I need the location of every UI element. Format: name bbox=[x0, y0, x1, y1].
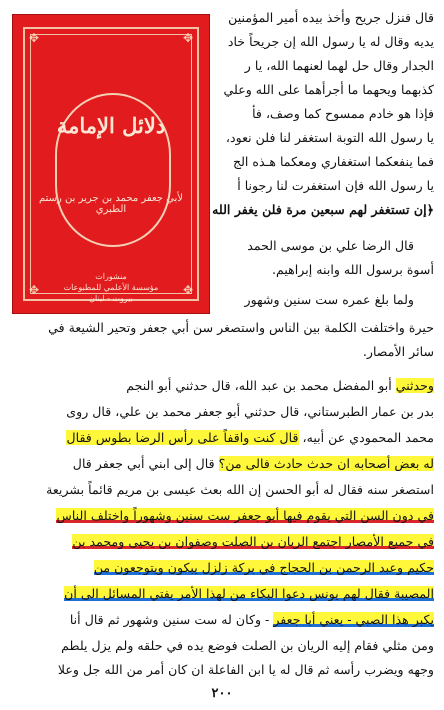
hadith-line bbox=[10, 506, 434, 525]
quran-verse-line: ﴿إن تستغفر لهم سبعين مرة فلن يغفر الله bbox=[212, 202, 434, 217]
highlighted-text: المصيبة فقال لهم يونس دعوا البكاء من لهذا الأمر يفتي المسائل الى أن bbox=[64, 586, 434, 601]
text-span: أبو المفضل محمد بن عبد الله، قال حدثني أبو النجم bbox=[126, 378, 396, 393]
text-line: ولما بلغ عمره ست سنين وشهور bbox=[244, 292, 414, 307]
text-line: فما ينفعكما استغفاري ومعكما هـذه الج bbox=[232, 154, 434, 169]
ornament-icon: ✥ bbox=[28, 31, 40, 45]
hadith-line bbox=[10, 610, 434, 629]
highlighted-text: له بعض أصحابه ان حدث حادث فالى من؟ bbox=[218, 456, 434, 471]
text-line: يديه وقال له يا رسول الله إن جريحاً خاد bbox=[227, 34, 434, 49]
text-line: الجدار وقال حل لهما لعنهما الله، يا ر bbox=[244, 58, 434, 73]
hadith-line bbox=[10, 428, 434, 447]
highlighted-text: في دون السن التي يقوم فيها أبو جعفر ست سنين وشهوراً واختلف الناس bbox=[56, 508, 434, 523]
ornament-icon: ✥ bbox=[28, 283, 40, 297]
cover-title: دلائل الإمامة bbox=[56, 113, 166, 138]
publisher-line: منشورات bbox=[95, 272, 127, 281]
text-span: - وكان له ست سنين وشهور ثم قال أنا bbox=[69, 612, 274, 627]
cover-publisher bbox=[43, 271, 179, 304]
ornament-icon: ✥ bbox=[182, 31, 194, 45]
publisher-line: مؤسسة الأعلمي للمطبوعات bbox=[63, 283, 159, 292]
hadith-line: بدر بن عمار الطبرستاني، قال حدثني أبو جعفر محمد بن علي، قال روى bbox=[66, 404, 434, 419]
text-line: قال الرضا علي بن موسى الحمد bbox=[247, 238, 414, 253]
cover-author: لأبي جعفر محمد بن جرير بن رستم الطبري bbox=[39, 193, 183, 215]
text-line: يا رسول الله فإن استغفرت لنا رجونا أ bbox=[237, 178, 434, 193]
text-line: يا رسول الله التوبة استغفر لنا فلن نعود، bbox=[225, 130, 434, 145]
page-number: ٢٠٠ bbox=[211, 686, 233, 701]
hadith-line bbox=[10, 376, 434, 395]
text-line: كذبهما ويحهما ما أجرأهما على الله وعلي bbox=[223, 82, 434, 97]
text-line: حيرة واختلفت الكلمة بين الناس واستصغر سن أبي جعفر وتحير الشيعة في bbox=[48, 320, 434, 335]
ornament-icon: ✥ bbox=[182, 283, 194, 297]
hadith-line bbox=[10, 558, 434, 577]
text-line: قال فنزل جريح وأخذ بيده أمير المؤمنين bbox=[228, 10, 434, 25]
highlighted-text: وحدثني bbox=[395, 378, 434, 393]
book-cover-image bbox=[12, 14, 210, 314]
publisher-line: بيروت - لبنان bbox=[89, 294, 133, 303]
hadith-line bbox=[10, 584, 434, 603]
hadith-line bbox=[10, 532, 434, 551]
highlighted-text: قال كنت واقفاً على رأس الرضا بطوس فقال bbox=[66, 430, 299, 445]
text-line: أسوة برسول الله وابنه إبراهيم. bbox=[271, 262, 434, 277]
text-span: محمد المحمودي عن أبيه، bbox=[298, 430, 434, 445]
hadith-line: وجهه ويضرب رأسه ثم قال له يا ابن الفاعلة ان كان أمر من الله جل وعلا bbox=[57, 662, 434, 677]
hadith-line bbox=[10, 454, 434, 473]
text-line: سائر الأمصار. bbox=[362, 344, 434, 359]
text-span: قال إلى ابني أبي جعفر قال bbox=[72, 456, 219, 471]
hadith-line: استصغر سنه فقال له أبو الحسن إن الله بعث عيسى بن مريم قائماً بشريعة bbox=[46, 482, 434, 497]
hadith-line: ومن مثلي فقام إليه الريان بن الصلت فوضع يده في حلقه ولم يزل يلطم bbox=[61, 638, 434, 653]
text-line: فإذا هو خادم ممسوح كما وصف، فأ bbox=[252, 106, 434, 121]
highlighted-text: يكبر هذا الصبي - يعني أبا جعفر bbox=[273, 612, 434, 627]
highlighted-text: في جميع الأمصار اجتمع الريان بن الصلت وصفوان بن يحيى ومحمد بن bbox=[72, 534, 434, 549]
highlighted-text: حكيم وعبد الرحمن بن الحجاج في بركة زلزل يبكون ويتوجعون من bbox=[93, 560, 434, 575]
